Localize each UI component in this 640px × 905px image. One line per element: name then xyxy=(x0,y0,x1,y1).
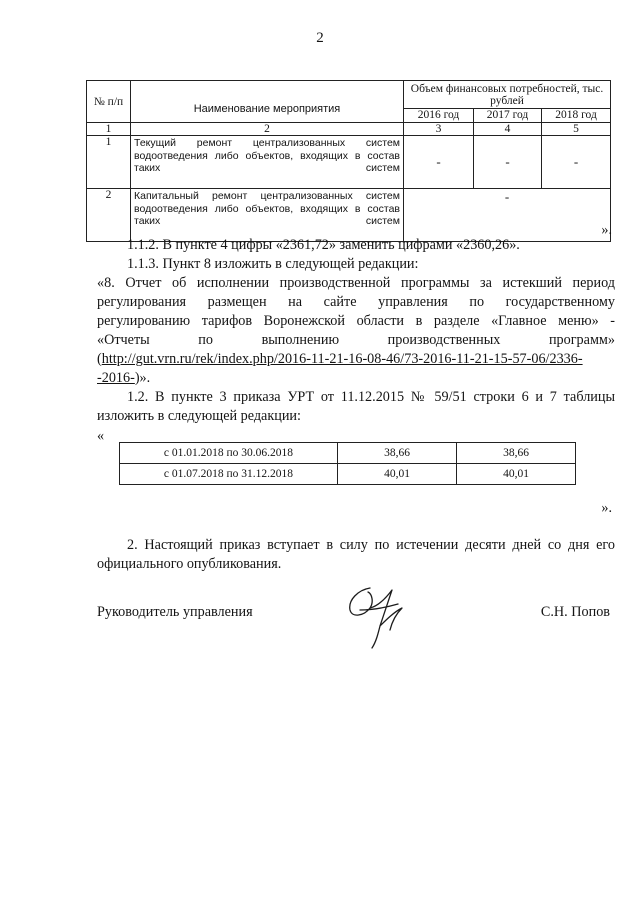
clause-1-1-2 xyxy=(97,236,615,426)
clause-8-line: регулирования размещен на сайте управления по государственному xyxy=(97,294,615,310)
header-name: Наименование мероприятия xyxy=(131,81,404,123)
table2-close-quote: ». xyxy=(601,500,612,516)
clause-8-line: «Отчеты по выполнению производственных программ» xyxy=(97,332,615,348)
period-cell: с 01.07.2018 по 31.12.2018 xyxy=(120,464,338,485)
clause-2 xyxy=(97,536,615,574)
signatory-name: С.Н. Попов xyxy=(540,604,610,620)
row-name: Текущий ремонт централизованных систем водоотведения либо объектов, входящих в состав таких систем xyxy=(131,136,404,189)
period-cell: с 01.01.2018 по 30.06.2018 xyxy=(120,443,338,464)
header-year-2016: 2016 год xyxy=(404,109,474,123)
header-num: № п/п xyxy=(87,81,131,123)
reports-link[interactable]: http://gut.vrn.ru/rek/index.php/2016-11-21-16-08-46/73-2016-11-21-15-57-06/2336- xyxy=(101,351,583,367)
row-value-2016: - xyxy=(404,136,474,189)
clause-text: 1.1.3. Пункт 8 изложить в следующей редакции: xyxy=(127,256,419,272)
table-header-row xyxy=(87,81,611,109)
table-row xyxy=(120,443,576,464)
value-cell: 38,66 xyxy=(457,443,576,464)
clause-8-line: регулированию тарифов Воронежской области в разделе «Главное меню» - xyxy=(97,313,615,329)
table-row xyxy=(120,464,576,485)
table-row xyxy=(87,189,611,242)
table2-open-quote: « xyxy=(97,428,105,444)
clause-8-link-line: (http://gut.vrn.ru/rek/index.php/2016-11-21-16-08-46/73-2016-11-21-15-57-06/2336- xyxy=(97,351,583,367)
tariff-table xyxy=(119,442,576,485)
value-cell: 40,01 xyxy=(457,464,576,485)
header-volume: Объем финансовых потребностей, тыс. рублей xyxy=(404,81,611,109)
table-row xyxy=(87,136,611,189)
clause-1-2: 1.2. В пункте 3 приказа УРТ от 11.12.2015 № 59/51 строки 6 и 7 таблицы изложить в следующей редакции: xyxy=(97,389,615,424)
index-cell: 5 xyxy=(542,123,611,136)
handwritten-signature xyxy=(340,580,418,652)
table1-close-quote: ». xyxy=(601,222,612,238)
index-cell: 4 xyxy=(474,123,542,136)
row-value-2017: - xyxy=(474,136,542,189)
clause-8-end: )». xyxy=(134,370,151,386)
clause-2-text: 2. Настоящий приказ вступает в силу по истечении десяти дней со дня его официального опубликования. xyxy=(97,537,615,572)
header-year-2018: 2018 год xyxy=(542,109,611,123)
signatory-title: Руководитель управления xyxy=(97,604,253,620)
activities-table xyxy=(86,80,611,242)
header-year-2017: 2017 год xyxy=(474,109,542,123)
value-cell: 40,01 xyxy=(338,464,457,485)
page-number: 2 xyxy=(316,30,324,46)
index-cell: 2 xyxy=(131,123,404,136)
index-cell: 1 xyxy=(87,123,131,136)
index-cell: 3 xyxy=(404,123,474,136)
row-num: 2 xyxy=(87,189,131,242)
clause-8-link-line xyxy=(97,369,615,388)
row-value-2018: - xyxy=(542,136,611,189)
reports-link-continuation[interactable]: -2016- xyxy=(97,370,135,386)
clause-text: 1.1.2. В пункте 4 цифры «2361,72» заменить цифрами «2360,26». xyxy=(127,237,520,253)
value-cell: 38,66 xyxy=(338,443,457,464)
table-index-row xyxy=(87,123,611,136)
row-num: 1 xyxy=(87,136,131,189)
row-name: Капитальный ремонт централизованных систем водоотведения либо объектов, входящих в состав таких систем xyxy=(131,189,404,242)
clause-8-line: «8. Отчет об исполнении производственной программы за истекший период xyxy=(97,275,615,291)
row-value-merged: - xyxy=(404,189,611,242)
